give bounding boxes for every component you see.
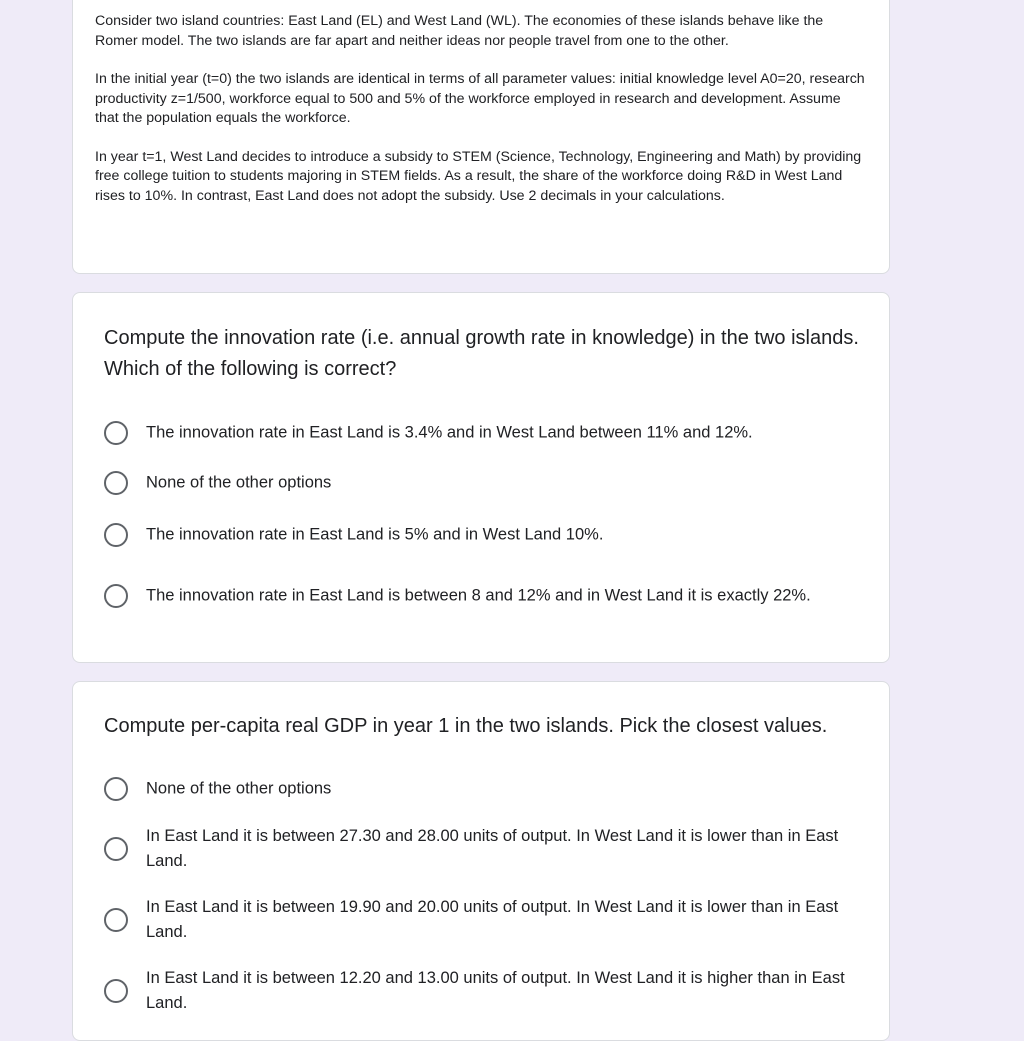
- option-label: None of the other options: [146, 779, 332, 798]
- radio-button[interactable]: [104, 908, 128, 932]
- question-card-innovation-rate: [72, 292, 890, 663]
- radio-button[interactable]: [104, 777, 128, 801]
- question-title: Compute per-capita real GDP in year 1 in the two islands. Pick the closest values.: [104, 715, 828, 737]
- radio-button[interactable]: [104, 523, 128, 547]
- description-paragraph: In the initial year (t=0) the two islands are identical in terms of all parameter values: initial knowledge level A0=20, research productivity z=1/500, workforce equal to 500 and 5% of the workforce employed in research and development. Assume that the population equals the workforce.: [95, 71, 865, 126]
- radio-option[interactable]: [104, 893, 864, 947]
- radio-option[interactable]: [104, 463, 864, 503]
- description-card: [72, 0, 890, 274]
- question-card-per-capita-gdp: [72, 681, 890, 1041]
- radio-button[interactable]: [104, 471, 128, 495]
- description-paragraph: In year t=1, West Land decides to introduce a subsidy to STEM (Science, Technology, Engineering and Math) by providing free college tuition to students majoring in STEM fields. As a result, the share of the workforce doing R&D in West Land rises to 10%. In contrast, East Land does not adopt the subsidy. Use 2 decimals in your calculations.: [95, 148, 862, 204]
- option-label: In East Land it is between 12.20 and 13.00 units of output. In West Land it is higher than in East Land.: [146, 969, 845, 1012]
- option-label: None of the other options: [146, 473, 332, 492]
- option-label: The innovation rate in East Land is between 8 and 12% and in West Land it is exactly 22%.: [146, 586, 811, 605]
- radio-button[interactable]: [104, 421, 128, 445]
- radio-option[interactable]: [104, 413, 864, 453]
- option-label: The innovation rate in East Land is 5% and in West Land 10%.: [146, 525, 604, 544]
- radio-button[interactable]: [104, 837, 128, 861]
- question-title: Compute the innovation rate (i.e. annual growth rate in knowledge) in the two islands. Which of the following is correct?: [104, 327, 859, 380]
- description-paragraph: Consider two island countries: East Land (EL) and West Land (WL). The economies of these islands behave like the Romer model. The two islands are far apart and neither ideas nor people travel from one to the other.: [95, 13, 824, 49]
- radio-option[interactable]: [104, 822, 864, 876]
- option-label: The innovation rate in East Land is 3.4% and in West Land between 11% and 12%.: [146, 423, 753, 442]
- radio-option[interactable]: [104, 769, 864, 809]
- radio-button[interactable]: [104, 979, 128, 1003]
- radio-option[interactable]: [104, 569, 864, 623]
- option-label: In East Land it is between 27.30 and 28.00 units of output. In West Land it is lower than in East Land.: [146, 827, 839, 870]
- radio-option[interactable]: [104, 515, 864, 555]
- radio-option[interactable]: [104, 964, 864, 1018]
- radio-button[interactable]: [104, 584, 128, 608]
- option-label: In East Land it is between 19.90 and 20.00 units of output. In West Land it is lower than in East Land.: [146, 898, 839, 941]
